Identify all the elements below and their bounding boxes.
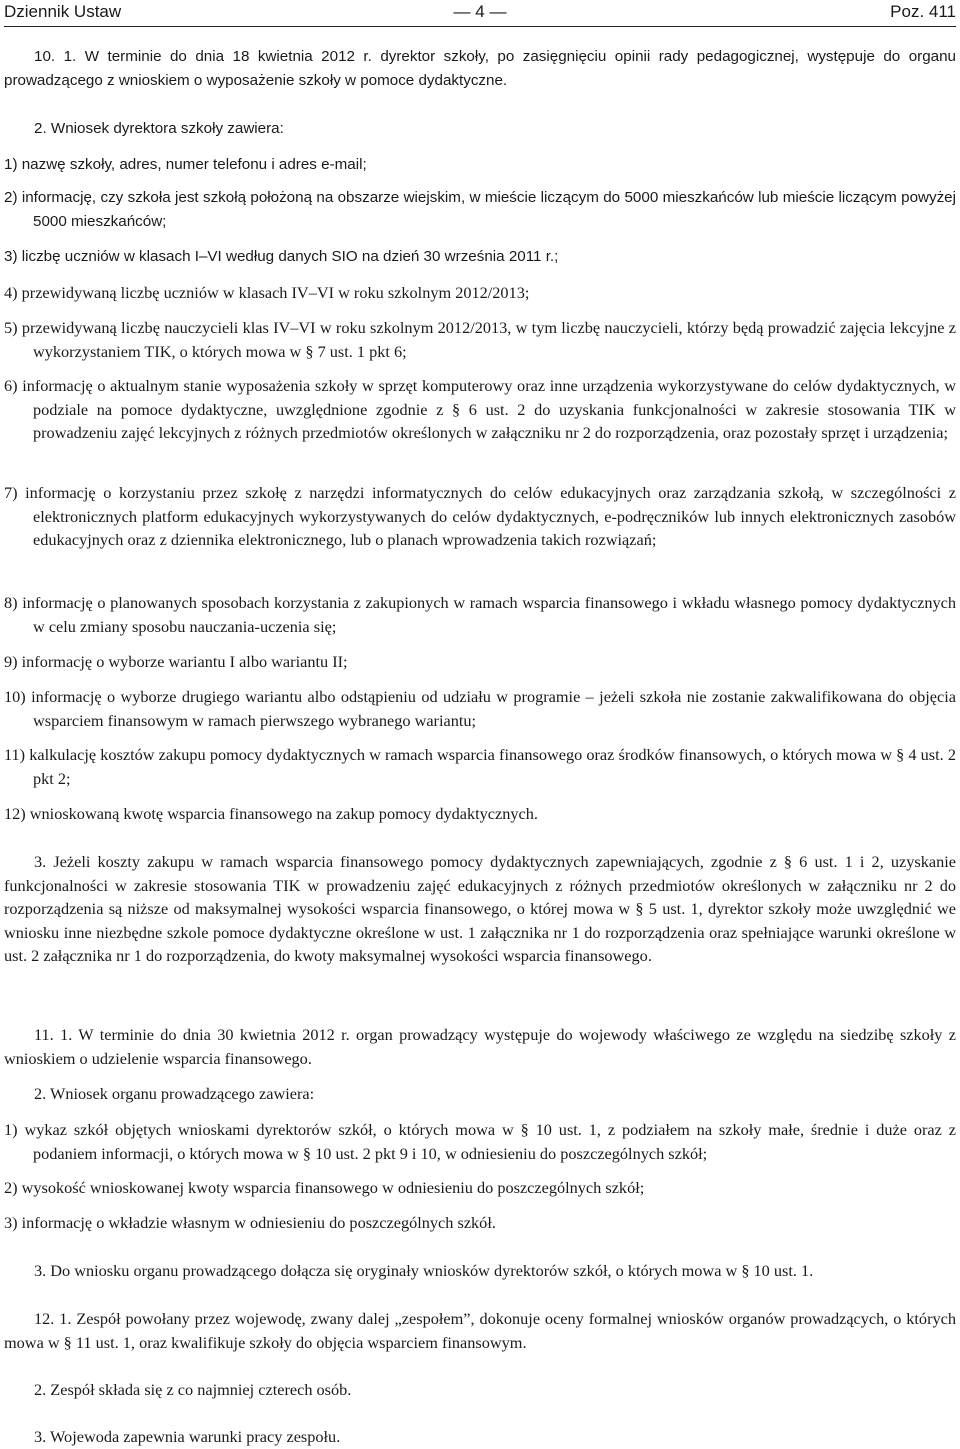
paragraph-11-2: 2. Wniosek organu prowadzącego zawiera:	[34, 1084, 315, 1103]
list-item: 8) informację o planowanych sposobach korzystania z zakupionych w ramach wsparcia finansowego i wkładu własnego pomocy dydaktycznych w celu zmiany sposobu nauczania-uczenia się;	[4, 593, 956, 636]
paragraph-10-2: 2. Wniosek dyrektora szkoły zawiera:	[34, 120, 284, 137]
paragraph-10-3: 3. Jeżeli koszty zakupu w ramach wsparcia finansowego pomocy dydaktycznych zapewniających, zgodnie z § 6 ust. 1 i 2, uzyskanie funkcjonalności w zakresie stosowania TIK w prowadzeniu zajęć edukacyjnych z różnych przedmiotów określonych w załączniku nr 2 do rozporządzenia są niższe od maksymalnej wysokości wsparcia finansowego, o której mowa w § 5 ust. 1, dyrektor szkoły może uwzględnić we wniosku inne niezbędne szkole pomoce dydaktyczne określone w ust. 1 załącznika nr 1 do rozporządzenia oraz spełniające warunki określone w ust. 2 załącznika nr 1 do rozporządzenia, do kwoty maksymalnej wysokości wsparcia finansowego.	[4, 852, 956, 966]
list-item: 3) liczbę uczniów w klasach I–VI według danych SIO na dzień 30 września 2011 r.;	[4, 248, 559, 265]
paragraph-12-3: 3. Wojewoda zapewnia warunki pracy zespołu.	[34, 1427, 341, 1446]
list-item: 12) wnioskowaną kwotę wsparcia finansowego na zakup pomocy dydaktycznych.	[4, 804, 538, 823]
list-item: 4) przewidywaną liczbę uczniów w klasach IV–VI w roku szkolnym 2012/2013;	[4, 283, 530, 302]
list-item: 10) informację o wyborze drugiego wariantu albo odstąpieniu od udziału w programie – jeżeli szkoła nie zostanie zakwalifikowana do objęcia wsparciem finansowym w ramach pierwszego wybranego wariantu;	[4, 687, 956, 730]
paragraph-12-2: 2. Zespół składa się z co najmniej czterech osób.	[34, 1380, 352, 1399]
list-item: 3) informację o wkładzie własnym w odniesieniu do poszczególnych szkół.	[4, 1213, 496, 1232]
journal-title: Dziennik Ustaw	[4, 2, 122, 21]
paragraph-10-1: 10. 1. W terminie do dnia 18 kwietnia 2012 r. dyrektor szkoły, po zasięgnięciu opinii rady pedagogicznej, występuje do organu prowadzącego z wnioskiem o wyposażenie szkoły w pomoce dydaktyczne.	[4, 48, 956, 89]
list-item: 2) wysokość wnioskowanej kwoty wsparcia finansowego w odniesieniu do poszczególnych szkół;	[4, 1178, 645, 1197]
position-number: Poz. 411	[890, 2, 956, 21]
list-item: 6) informację o aktualnym stanie wyposażenia szkoły w sprzęt komputerowy oraz inne urządzenia wykorzystywane do celów dydaktycznych, w podziale na pomoce dydaktyczne, uwzględnione zgodnie z § 6 ust. 2 do uzyskania funkcjonalności w zakresie stosowania TIK w prowadzeniu zajęć lekcyjnych z różnych przedmiotów określonych w załączniku nr 2 do rozporządzenia, oraz pozostały sprzęt i urządzenia;	[4, 376, 956, 443]
paragraph-11-1: 11. 1. W terminie do dnia 30 kwietnia 2012 r. organ prowadzący występuje do wojewody właściwego ze względu na siedzibę szkoły z wnioskiem o udzielenie wsparcia finansowego.	[4, 1025, 956, 1068]
list-item: 1) wykaz szkół objętych wnioskami dyrektorów szkół, o których mowa w § 10 ust. 1, z podziałem na szkoły małe, średnie i duże oraz z podaniem informacji, o których mowa w § 10 ust. 2 pkt 9 i 10, w odniesieniu do poszczególnych szkół;	[4, 1120, 956, 1163]
list-item: 9) informację o wyborze wariantu I albo wariantu II;	[4, 652, 348, 671]
list-item: 11) kalkulację kosztów zakupu pomocy dydaktycznych w ramach wsparcia finansowego oraz środków finansowych, o których mowa w § 4 ust. 2 pkt 2;	[4, 745, 956, 788]
list-item: 5) przewidywaną liczbę nauczycieli klas IV–VI w roku szkolnym 2012/2013, w tym liczbę nauczycieli, którzy będą prowadzić zajęcia lekcyjne z wykorzystaniem TIK, o których mowa w § 7 ust. 1 pkt 6;	[4, 318, 956, 361]
page-header	[4, 0, 956, 27]
list-item: 1) nazwę szkoły, adres, numer telefonu i adres e-mail;	[4, 156, 367, 173]
paragraph-12-1: 12. 1. Zespół powołany przez wojewodę, zwany dalej „zespołem”, dokonuje oceny formalnej wniosków organów prowadzących, o których mowa w § 11 ust. 1, oraz kwalifikuje szkoły do objęcia wsparciem finansowym.	[4, 1309, 956, 1352]
list-item: 7) informację o korzystaniu przez szkołę z narzędzi informatycznych do celów edukacyjnych oraz zarządzania szkołą, w szczególności z elektronicznych platform edukacyjnych wykorzystywanych do celów dydaktycznych, e-podręczników lub innych elektronicznych zasobów edukacyjnych oraz z dziennika elektronicznego, lub o planach wprowadzenia takich rozwiązań;	[4, 483, 956, 550]
paragraph-11-3: 3. Do wniosku organu prowadzącego dołącza się oryginały wniosków dyrektorów szkół, o których mowa w § 10 ust. 1.	[34, 1261, 814, 1280]
list-item: 2) informację, czy szkoła jest szkołą położoną na obszarze wiejskim, w mieście liczącym do 5000 mieszkańców lub mieście liczącym powyżej 5000 mieszkańców;	[4, 189, 956, 230]
page-number: — 4 —	[453, 2, 507, 21]
